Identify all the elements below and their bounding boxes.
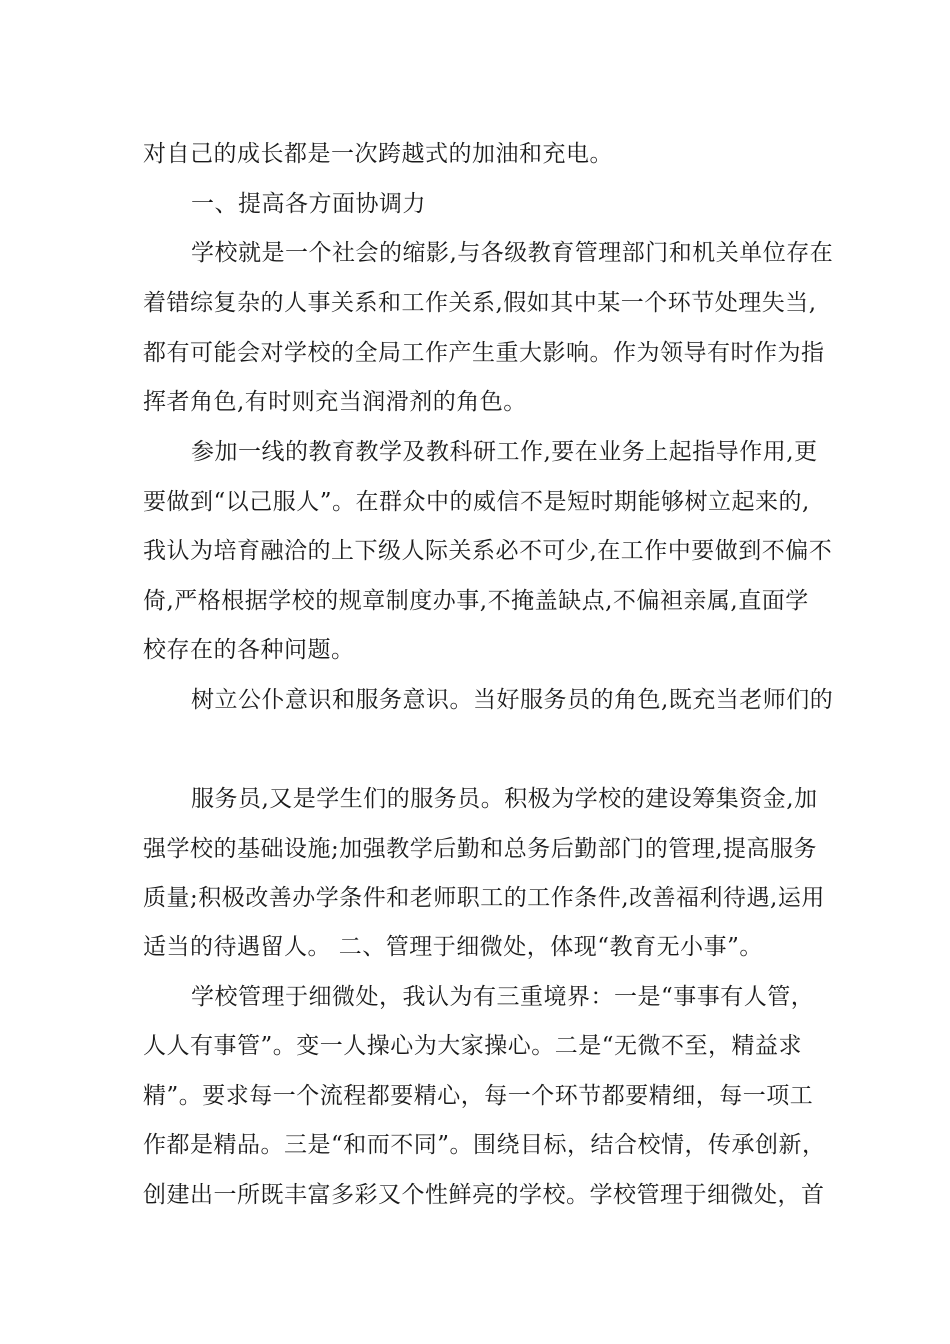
text-line: 适当的待遇留人。 二、管理于细微处，体现“教育无小事”。: [143, 934, 763, 960]
text-line: 学校就是一个社会的缩影,与各级教育管理部门和机关单位存在: [191, 240, 834, 266]
text-line: 人人有事管”。变一人操心为大家操心。二是“无微不至，精益求: [143, 1033, 803, 1059]
text-line: 创建出一所既丰富多彩又个性鲜亮的学校。学校管理于细微处，首: [143, 1182, 825, 1208]
text-line: 强学校的基础设施;加强教学后勤和总务后勤部门的管理,提高服务: [143, 836, 818, 862]
text-line: 要做到“以己服人”。在群众中的威信不是短时期能够树立起来的,: [143, 489, 810, 515]
text-line: 精”。要求每一个流程都要精心，每一个环节都要精细，每一项工: [143, 1083, 814, 1109]
text-line: 服务员,又是学生们的服务员。积极为学校的建设筹集资金,加: [191, 786, 818, 812]
text-line: 都有可能会对学校的全局工作产生重大影响。作为领导有时作为指: [143, 340, 825, 366]
text-line: 学校管理于细微处，我认为有三重境界：一是“事事有人管，: [191, 984, 815, 1010]
text-line: 参加一线的教育教学及教科研工作,要在业务上起指导作用,更: [191, 439, 818, 465]
text-line: 质量;积极改善办学条件和老师职工的工作条件,改善福利待遇,运用: [143, 885, 825, 911]
text-line: 对自己的成长都是一次跨越式的加油和充电。: [143, 141, 613, 167]
text-line: 着错综复杂的人事关系和工作关系,假如其中某一个环节处理失当,: [143, 290, 817, 316]
section-heading: 一、提高各方面协调力: [191, 191, 426, 217]
text-line: 我认为培育融洽的上下级人际关系必不可少,在工作中要做到不偏不: [143, 538, 833, 564]
text-line: 树立公仆意识和服务意识。当好服务员的角色,既充当老师们的: [191, 687, 834, 713]
text-line: 倚,严格根据学校的规章制度办事,不掩盖缺点,不偏袒亲属,直面学: [143, 588, 809, 614]
text-line: 挥者角色,有时则充当润滑剂的角色。: [143, 389, 527, 415]
text-line: 校存在的各种问题。: [143, 637, 355, 663]
text-line: 作都是精品。三是“和而不同”。围绕目标，结合校情，传承创新，: [143, 1132, 826, 1158]
